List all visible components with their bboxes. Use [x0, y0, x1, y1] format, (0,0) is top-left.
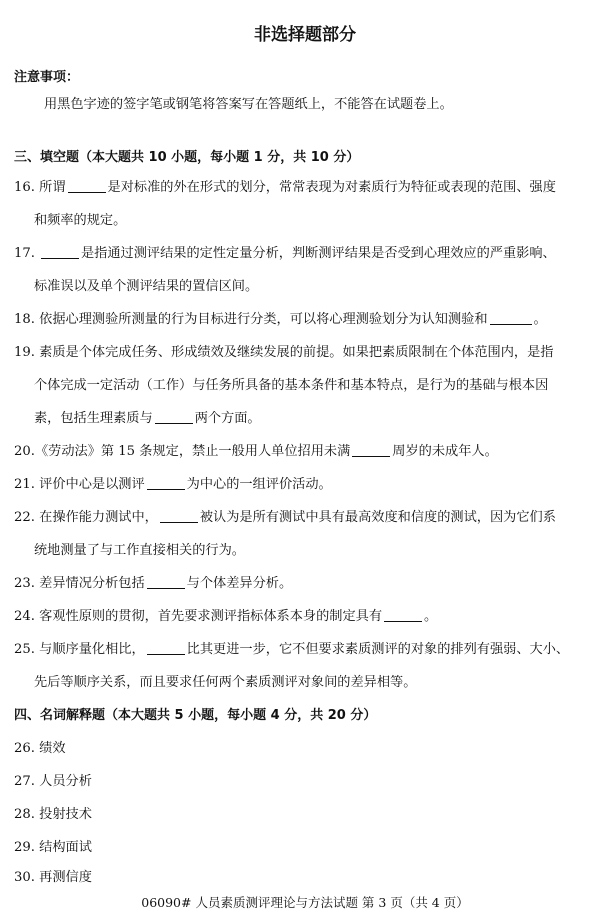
- question-20: 20.《劳动法》第 15 条规定，禁止一般用人单位招用未满 周岁的未成年人。: [14, 444, 498, 459]
- page-footer: 06090# 人员素质测评理论与方法试题 第 3 页（共 4 页）: [141, 895, 469, 910]
- question-16-line2: 和频率的规定。: [34, 213, 127, 228]
- notice-heading: 注意事项：: [14, 70, 80, 85]
- question-22-line2: 统地测量了与工作直接相关的行为。: [34, 543, 245, 558]
- question-25-line1: 25. 与顺序量化相比， 比其更进一步，它不但要求素质测评的对象的排列有强弱、大小、: [14, 642, 570, 657]
- answer-blank: [41, 257, 79, 259]
- question-24: 24. 客观性原则的贯彻，首先要求测评指标体系本身的制定具有 。: [14, 609, 438, 624]
- page-title: 非选择题部分: [254, 25, 356, 45]
- question-18: 18. 依据心理测验所测量的行为目标进行分类，可以将心理测验划分为认知测验和 。: [14, 312, 547, 327]
- question-19-line3: 素，包括生理素质与 两个方面。: [34, 411, 261, 426]
- term-item: 27. 人员分析: [14, 774, 92, 789]
- question-19-line1: 19. 素质是个体完成任务、形成绩效及继续发展的前提。如果把素质限制在个体范围内，是指: [14, 345, 554, 360]
- answer-blank: [352, 455, 390, 457]
- answer-blank: [68, 191, 106, 193]
- term-item: 29. 结构面试: [14, 840, 92, 855]
- section3-heading: 三、填空题（本大题共 10 小题，每小题 1 分，共 10 分）: [14, 150, 360, 165]
- question-25-line2: 先后等顺序关系，而且要求任何两个素质测评对象间的差异相等。: [34, 675, 417, 690]
- term-item: 30. 再测信度: [14, 870, 92, 885]
- answer-blank: [160, 521, 198, 523]
- question-19-line2: 个体完成一定活动（工作）与任务所具备的基本条件和基本特点，是行为的基础与根本因: [34, 378, 549, 393]
- question-17-line1: 17. 是指通过测评结果的定性定量分析，判断测评结果是否受到心理效应的严重影响、: [14, 246, 556, 261]
- question-22-line1: 22. 在操作能力测试中， 被认为是所有测试中具有最高效度和信度的测试，因为它们系: [14, 510, 556, 525]
- answer-blank: [490, 323, 532, 325]
- term-item: 28. 投射技术: [14, 807, 92, 822]
- section4-heading: 四、名词解释题（本大题共 5 小题，每小题 4 分，共 20 分）: [14, 708, 377, 723]
- answer-blank: [147, 587, 185, 589]
- question-23: 23. 差异情况分析包括 与个体差异分析。: [14, 576, 293, 591]
- answer-blank: [384, 620, 422, 622]
- question-17-line2: 标准误以及单个测评结果的置信区间。: [34, 279, 259, 294]
- question-21: 21. 评价中心是以测评 为中心的一组评价活动。: [14, 477, 332, 492]
- answer-blank: [147, 488, 185, 490]
- notice-text: 用黑色字迹的签字笔或钢笔将答案写在答题纸上，不能答在试题卷上。: [44, 97, 453, 112]
- question-16-line1: 16. 所谓 是对标准的外在形式的划分，常常表现为对素质行为特征或表现的范围、强度: [14, 180, 556, 195]
- answer-blank: [147, 653, 185, 655]
- term-item: 26. 绩效: [14, 741, 66, 756]
- answer-blank: [155, 422, 193, 424]
